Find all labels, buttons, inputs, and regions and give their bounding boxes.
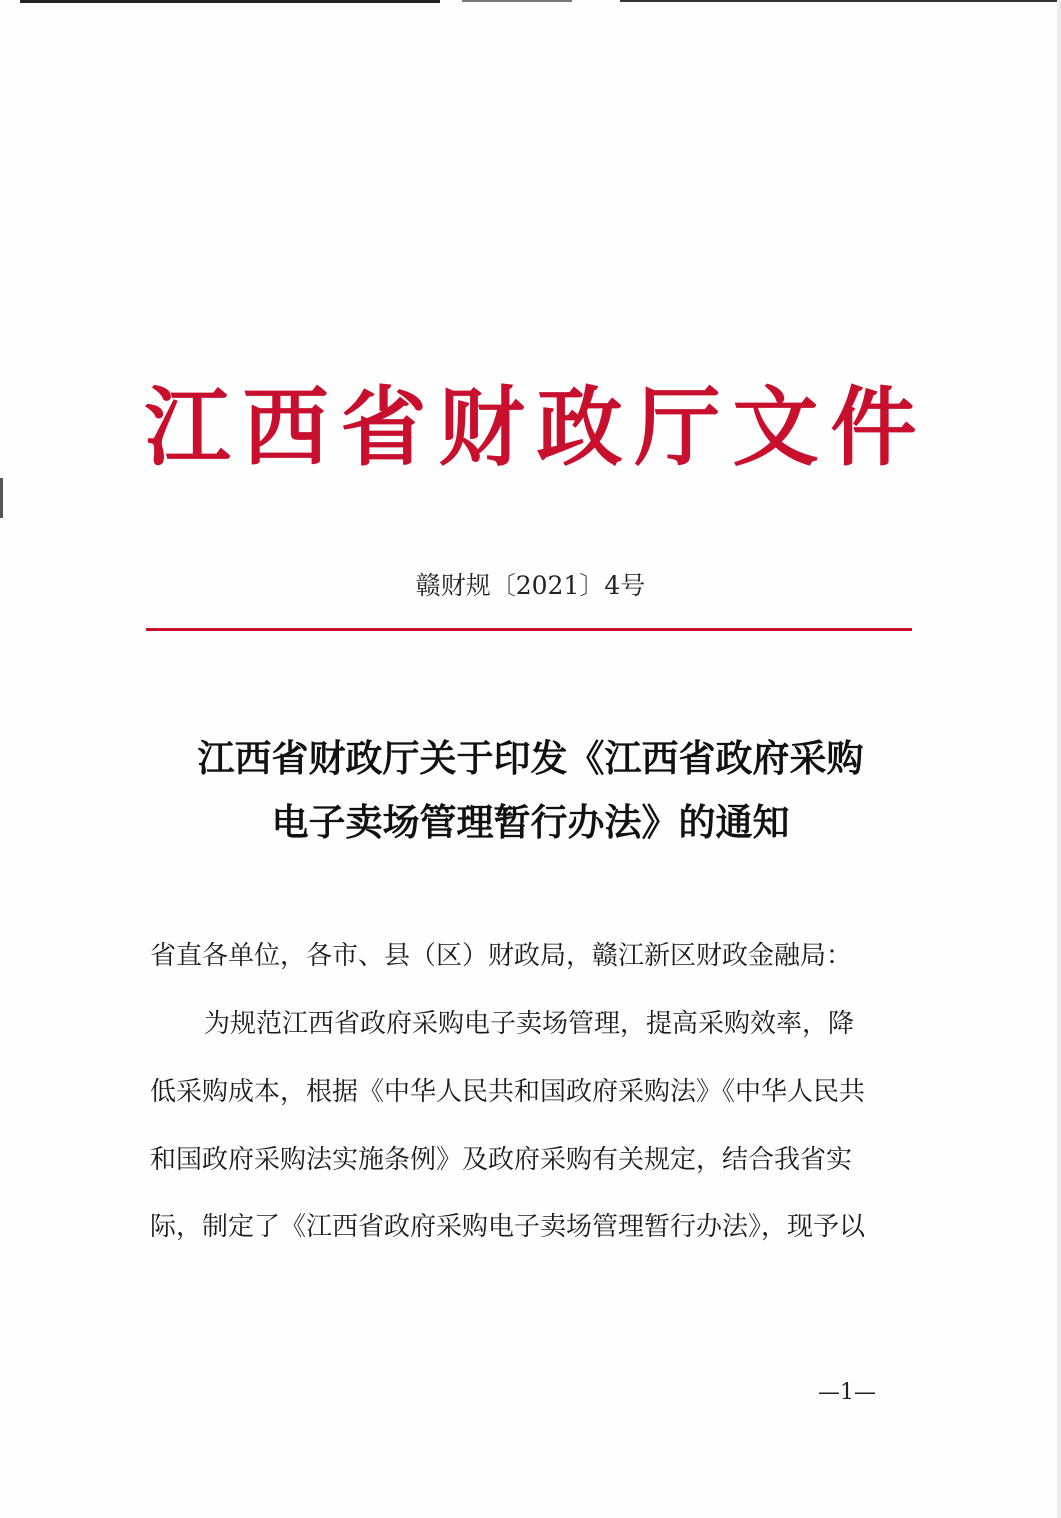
addressee: 省直各单位，各市、县（区）财政局，赣江新区财政金融局： xyxy=(150,941,853,971)
body-text-line: 低采购成本，根据《中华人民共和国政府采购法》《中华人民共 xyxy=(150,1077,866,1107)
page-number: —1— xyxy=(818,1380,876,1405)
scan-edge-shadow xyxy=(1057,0,1061,1518)
body-text-line: 和国政府采购法实施条例》及政府采购有关规定，结合我省实 xyxy=(150,1145,853,1175)
red-separator-line xyxy=(146,628,912,631)
scan-edge-artifact xyxy=(620,0,1061,2)
document-title-line: 电子卖场管理暂行办法》的通知 xyxy=(271,800,790,844)
document-title xyxy=(100,726,961,854)
document-title-line: 江西省财政厅关于印发《江西省政府采购 xyxy=(197,736,864,780)
issuer-header: 江西省财政厅文件 xyxy=(144,378,929,478)
body-text-line: 际，制定了《江西省政府采购电子卖场管理暂行办法》，现予以 xyxy=(150,1212,866,1242)
scan-edge-artifact xyxy=(462,0,572,2)
body-text-line: 为规范江西省政府采购电子卖场管理，提高采购效率，降 xyxy=(204,1009,855,1039)
scan-edge-artifact xyxy=(0,478,3,518)
scan-edge-artifact xyxy=(20,0,440,3)
document-number: 赣财规〔2021〕4号 xyxy=(415,571,646,600)
